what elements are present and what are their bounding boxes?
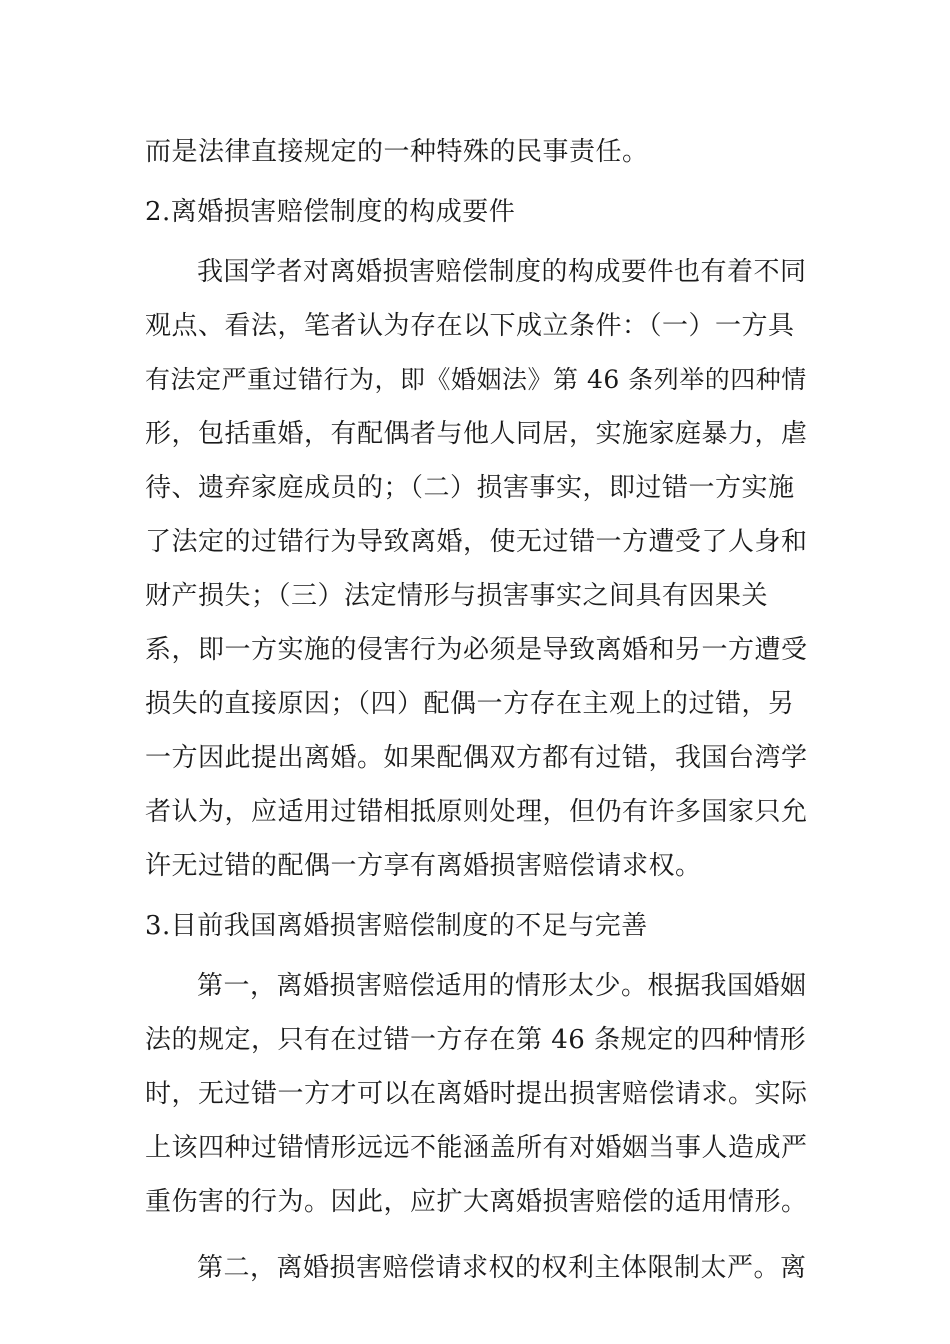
text-line-1: 而是法律直接规定的一种特殊的民事责任。 <box>145 137 649 167</box>
text-line-4: 观点、看法，笔者认为存在以下成立条件：（一）一方具 <box>145 311 795 341</box>
text-line-5: 有法定严重过错行为，即《婚姻法》第 46 条列举的四种情 <box>145 365 807 394</box>
section-heading-3: 3.目前我国离婚损害赔偿制度的不足与完善 <box>145 911 648 941</box>
text-line-17: 法的规定，只有在过错一方存在第 46 条规定的四种情形 <box>145 1025 807 1055</box>
text-line-11: 损失的直接原因；（四）配偶一方存在主观上的过错，另 <box>145 689 795 719</box>
text-line-16: 第一，离婚损害赔偿适用的情形太少。根据我国婚姻 <box>197 971 807 1001</box>
text-line-21: 第二，离婚损害赔偿请求权的权利主体限制太严。离 <box>197 1253 807 1283</box>
text-line-14: 许无过错的配偶一方享有离婚损害赔偿请求权。 <box>145 851 702 881</box>
text-line-8: 了法定的过错行为导致离婚，使无过错一方遭受了人身和 <box>145 527 808 557</box>
text-line-3: 我国学者对离婚损害赔偿制度的构成要件也有着不同 <box>197 257 807 287</box>
text-line-13: 者认为，应适用过错相抵原则处理，但仍有许多国家只允 <box>145 797 808 827</box>
text-line-12: 一方因此提出离婚。如果配偶双方都有过错，我国台湾学 <box>145 743 808 773</box>
text-line-20: 重伤害的行为。因此，应扩大离婚损害赔偿的适用情形。 <box>145 1187 808 1217</box>
text-line-10: 系，即一方实施的侵害行为必须是导致离婚和另一方遭受 <box>145 635 808 665</box>
text-line-6: 形，包括重婚，有配偶者与他人同居，实施家庭暴力，虐 <box>145 419 808 449</box>
text-line-19: 上该四种过错情形远远不能涵盖所有对婚姻当事人造成严 <box>145 1133 808 1163</box>
text-line-9: 财产损失；（三）法定情形与损害事实之间具有因果关 <box>145 581 769 611</box>
text-line-7: 待、遗弃家庭成员的；（二）损害事实，即过错一方实施 <box>145 473 795 503</box>
section-heading-2: 2.离婚损害赔偿制度的构成要件 <box>145 197 516 227</box>
text-line-18: 时，无过错一方才可以在离婚时提出损害赔偿请求。实际 <box>145 1079 808 1109</box>
